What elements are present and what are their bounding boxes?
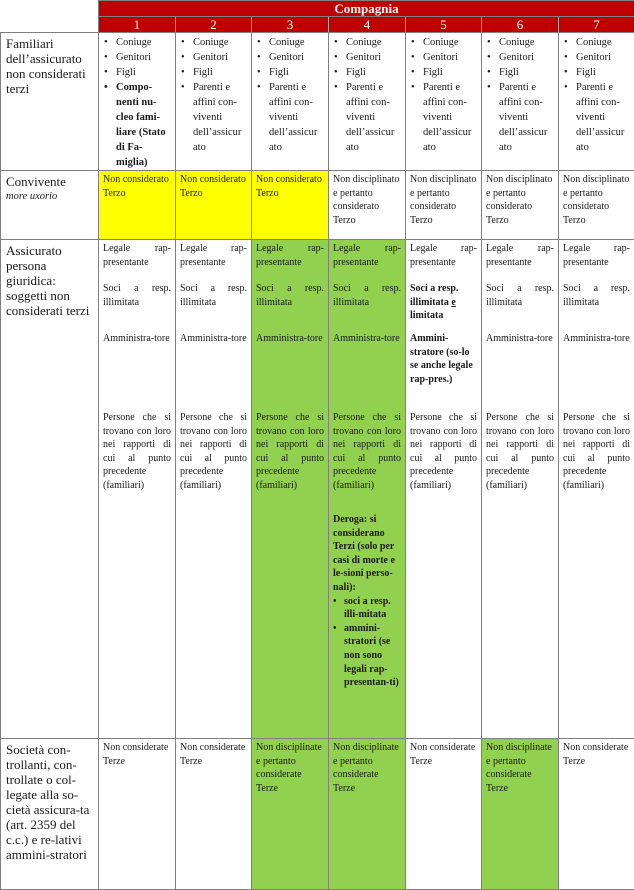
giuridica-cell-2 — [176, 240, 252, 739]
list-item: • Parenti e affini con-viventi dell’assicur ato — [180, 80, 247, 155]
amministratore-text: Amministra-tore — [180, 332, 247, 411]
row-header-persona-giuridica: Assicurato persona giuridica: soggetti non considerati terzi — [1, 240, 99, 739]
company-number-5: 5 — [406, 17, 482, 33]
amministratore-legale-text: Ammini-stratore (so-lo se anche legale rap-pres.) — [410, 332, 477, 411]
convivente-cell-7: Non disciplinato e pertanto considerato Terzo — [559, 171, 634, 240]
giuridica-cell-7 — [559, 240, 634, 739]
soci-e-part: e — [451, 297, 455, 308]
convivente-cell-5: Non disciplinato e pertanto considerato Terzo — [406, 171, 482, 240]
list-item: • Parenti e affini con-viventi dell’assicur ato — [563, 80, 630, 155]
amministratore-text: Amministra-tore — [256, 332, 324, 411]
familiari-cell-3 — [252, 33, 329, 171]
company-number-1: 1 — [99, 17, 176, 33]
societa-cell-5: Non considerate Terze — [406, 739, 482, 890]
row-header-societa: Società con-trollanti, con-trollate o col-legate alla so-cietà assicura-ta (art. 2359 del c.c.) e re-lativi ammini-stratori — [1, 739, 99, 890]
list-item: • Coniuge — [180, 35, 247, 50]
list-item: • Figli — [180, 65, 247, 80]
legale-text: Legale rap-presentante — [103, 242, 171, 282]
persone-text: Persone che si trovano con loro nei rapporti di cui al punto precedente (familiari) — [410, 411, 477, 493]
row-familiari — [1, 33, 634, 171]
convivente-cell-6: Non disciplinato e pertanto considerato Terzo — [482, 171, 559, 240]
familiari-cell-4 — [329, 33, 406, 171]
list-item: • Figli — [103, 65, 171, 80]
deroga-text: Deroga: si considerano Terzi (solo per casi di morte e le-sioni perso-nali): — [333, 513, 401, 595]
list-item: • soci a resp. illi-mitata — [333, 595, 401, 622]
amministratore-text: Amministra-tore — [103, 332, 171, 411]
list-item: • Coniuge — [410, 35, 477, 50]
convivente-subtitle: more uxorio — [6, 189, 94, 204]
list-item: • Genitori — [103, 50, 171, 65]
persone-text: Persone che si trovano con loro nei rapporti di cui al punto precedente (familiari) — [486, 411, 554, 493]
list-item: • Genitori — [180, 50, 247, 65]
list-item: • ammini-stratori (se non sono legali rap-presentan-ti) — [333, 622, 401, 690]
amministratore-text: Amministra-tore — [333, 332, 401, 411]
list-item: • Figli — [410, 65, 477, 80]
row-header-convivente — [1, 171, 99, 240]
company-number-6: 6 — [482, 17, 559, 33]
company-number-7: 7 — [559, 17, 634, 33]
convivente-title: Convivente — [6, 174, 94, 189]
soci-text: Soci a resp. illimitata — [256, 282, 324, 332]
societa-cell-4: Non disciplinate e pertanto considerate Terze — [329, 739, 406, 890]
company-number-4: 4 — [329, 17, 406, 33]
giuridica-cell-3 — [252, 240, 329, 739]
list-item: • Coniuge — [486, 35, 554, 50]
convivente-cell-4: Non disciplinato e pertanto considerato Terzo — [329, 171, 406, 240]
convivente-cell-1: Non considerato Terzo — [99, 171, 176, 240]
amministratore-text: Amministra-tore — [486, 332, 554, 411]
societa-cell-6: Non disciplinate e pertanto considerate Terze — [482, 739, 559, 890]
list-item: • Figli — [563, 65, 630, 80]
list-item: • Genitori — [563, 50, 630, 65]
list-item: • Coniuge — [563, 35, 630, 50]
soci-text: Soci a resp. illimitata — [333, 282, 401, 332]
persone-text: Persone che si trovano con loro nei rapporti di cui al punto precedente (familiari) — [563, 411, 630, 493]
societa-cell-1: Non considerate Terze — [99, 739, 176, 890]
compagnia-header: Compagnia — [99, 1, 634, 17]
legale-text: Legale rap-presentante — [486, 242, 554, 282]
list-item: • Coniuge — [256, 35, 324, 50]
convivente-cell-2: Non considerato Terzo — [176, 171, 252, 240]
convivente-cell-3: Non considerato Terzo — [252, 171, 329, 240]
list-item: • Parenti e affini con-viventi dell’assicur ato — [333, 80, 401, 155]
company-number-3: 3 — [252, 17, 329, 33]
list-item: • Genitori — [256, 50, 324, 65]
row-persona-giuridica — [1, 240, 634, 739]
row-convivente — [1, 171, 634, 240]
list-item: • Genitori — [486, 50, 554, 65]
company-number-2: 2 — [176, 17, 252, 33]
corner-blank-cell — [1, 1, 99, 33]
giuridica-cell-6 — [482, 240, 559, 739]
list-item: • Coniuge — [103, 35, 171, 50]
list-item: • Genitori — [333, 50, 401, 65]
soci-text: Soci a resp. illimitata — [486, 282, 554, 332]
row-header-familiari: Familiari dell’assicurato non considerati terzi — [1, 33, 99, 171]
familiari-cell-6 — [482, 33, 559, 171]
soci-limitata-text — [410, 282, 477, 332]
familiari-cell-2 — [176, 33, 252, 171]
list-item: • Compo-nenti nu-cleo fami-liare (Stato di Fa-miglia) — [103, 80, 171, 170]
legale-text: Legale rap-presentante — [333, 242, 401, 282]
persone-text: Persone che si trovano con loro nei rapporti di cui al punto precedente (familiari) — [333, 411, 401, 513]
legale-text: Legale rap-presentante — [563, 242, 630, 282]
deroga-list — [333, 595, 401, 690]
societa-cell-2: Non considerate Terze — [176, 739, 252, 890]
soci-text: Soci a resp. illimitata — [103, 282, 171, 332]
familiari-cell-5 — [406, 33, 482, 171]
list-item: • Figli — [333, 65, 401, 80]
list-item: • Figli — [486, 65, 554, 80]
legale-text: Legale rap-presentante — [410, 242, 477, 282]
societa-cell-3: Non disciplinate e pertanto considerate Terze — [252, 739, 329, 890]
list-item: • Genitori — [410, 50, 477, 65]
persone-text: Persone che si trovano con loro nei rapporti di cui al punto precedente (familiari) — [103, 411, 171, 493]
giuridica-cell-5 — [406, 240, 482, 739]
societa-cell-7: Non considerate Terze — [559, 739, 634, 890]
soci-limitata-part: limitata — [410, 310, 443, 321]
list-item: • Parenti e affini con-viventi dell’assicur ato — [410, 80, 477, 155]
row-societa — [1, 739, 634, 890]
persone-text: Persone che si trovano con loro nei rapporti di cui al punto precedente (familiari) — [256, 411, 324, 493]
list-item: • Parenti e affini con-viventi dell’assicur ato — [486, 80, 554, 155]
list-item: • Parenti e affini con-viventi dell’assicur ato — [256, 80, 324, 155]
giuridica-cell-4 — [329, 240, 406, 739]
legale-text: Legale rap-presentante — [180, 242, 247, 282]
soci-text: Soci a resp. illimitata — [180, 282, 247, 332]
legale-text: Legale rap-presentante — [256, 242, 324, 282]
familiari-cell-1 — [99, 33, 176, 171]
persone-text: Persone che si trovano con loro nei rapporti di cui al punto precedente (familiari) — [180, 411, 247, 493]
soci-text: Soci a resp. illimitata — [563, 282, 630, 332]
soci-illimitata-part: Soci a resp. illimitata — [410, 283, 458, 308]
amministratore-text: Amministra-tore — [563, 332, 630, 411]
familiari-cell-7 — [559, 33, 634, 171]
list-item: • Coniuge — [333, 35, 401, 50]
giuridica-cell-1 — [99, 240, 176, 739]
list-item: • Figli — [256, 65, 324, 80]
